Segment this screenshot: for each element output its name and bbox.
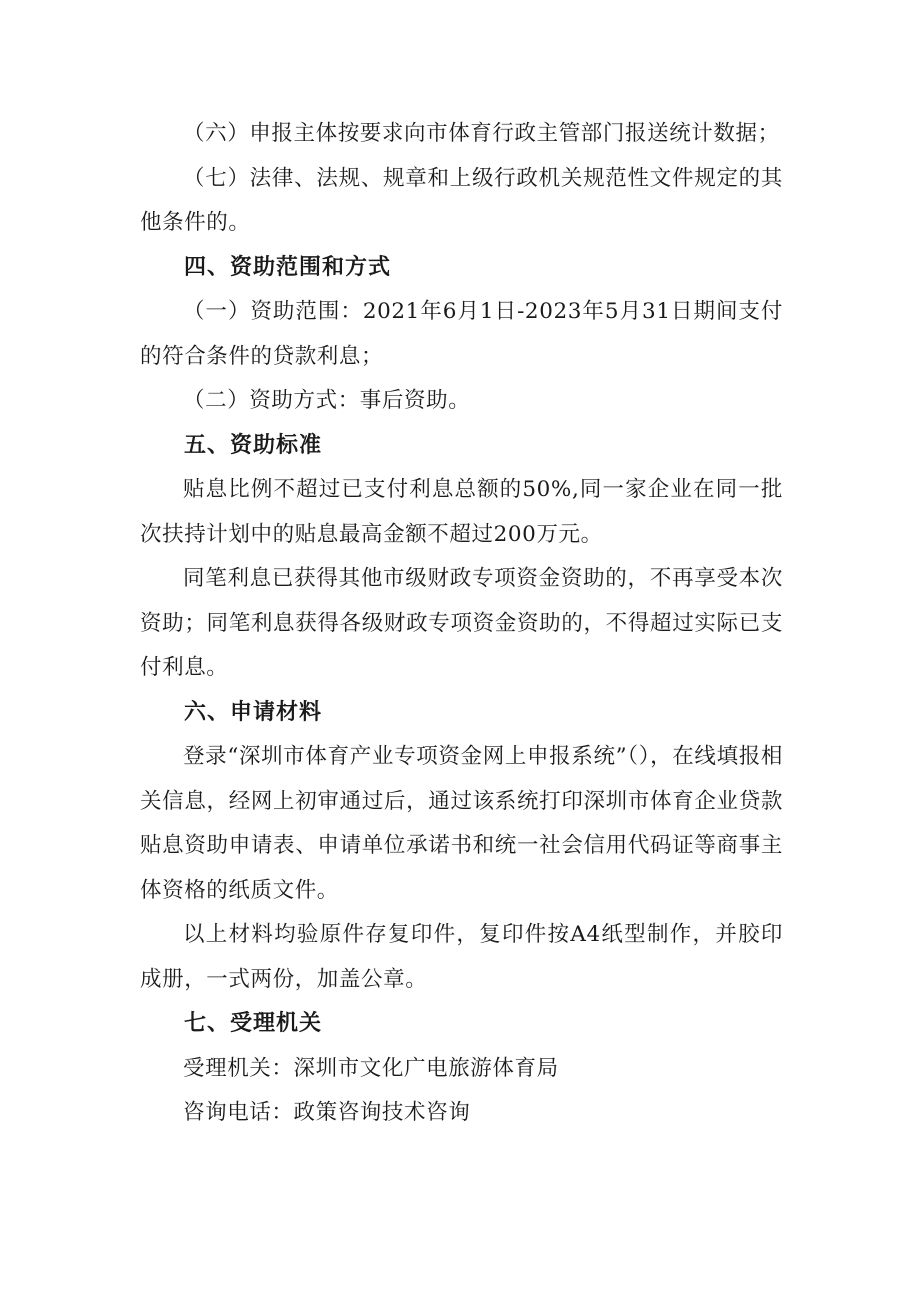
- section-heading-funding-standard: 五、资助标准: [184, 432, 323, 458]
- paragraph-material-format: 以上材料均验原件存复印件，复印件按A4纸型制作，并胶印成册，一式两份，加盖公章。: [140, 922, 783, 992]
- paragraph-funding-method: （二）资助方式：事后资助。: [183, 388, 471, 413]
- paragraph-item-6: （六）申报主体按要求向市体育行政主管部门报送统计数据；: [183, 121, 780, 146]
- section-heading-accepting-agency: 七、受理机关: [184, 1011, 323, 1036]
- paragraph-funding-scope: （一）资助范围：2021年6月1日-2023年5月31日期间支付的符合条件的贷款利息；: [140, 299, 783, 369]
- paragraph-duplicate-funding: 同笔利息已获得其他市级财政专项资金资助的，不再享受本次资助；同笔利息获得各级财政专项资金资助的，不得超过实际已支付利息。: [140, 566, 783, 680]
- paragraph-subsidy-ratio: 贴息比例不超过已支付利息总额的50%,同一家企业在同一批次扶持计划中的贴息最高金额不超过200万元。: [140, 477, 783, 547]
- section-heading-funding-scope: 四、资助范围和方式: [184, 254, 392, 280]
- paragraph-item-7: （七）法律、法规、规章和上级行政机关规范性文件规定的其他条件的。: [140, 165, 783, 235]
- document-page: [140, 112, 783, 1136]
- paragraph-accepting-agency: 受理机关：深圳市文化广电旅游体育局: [183, 1055, 559, 1081]
- paragraph-online-system: 登录“深圳市体育产业专项资金网上申报系统”（），在线填报相关信息，经网上初审通过后，通过该系统打印深圳市体育企业贷款贴息资助申请表、申请单位承诺书和统一社会信用代码证等商事主体资格的纸质文件。: [140, 744, 783, 903]
- paragraph-consult-phone: 咨询电话：政策咨询技术咨询: [183, 1100, 471, 1125]
- section-heading-application-materials: 六、申请材料: [184, 699, 323, 725]
